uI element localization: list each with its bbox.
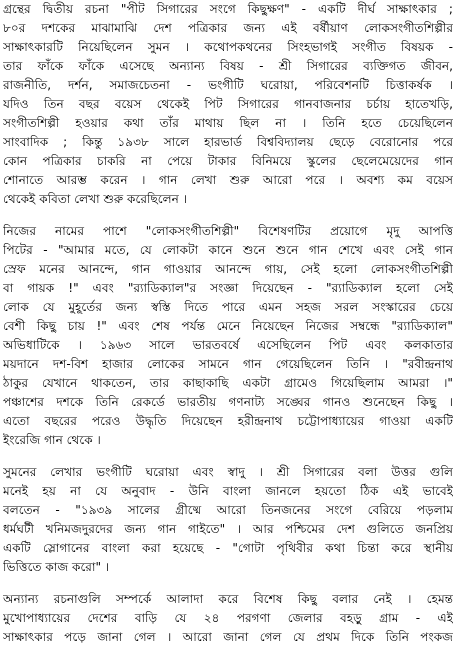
paragraph-2 <box>3 222 453 450</box>
text-line: পিটের - "আমার মতে, যে লোকটা কানে শুনে শুনে গান শেখে এবং সেই গান <box>3 243 453 257</box>
text-line: মনেই হয় না যে অনুবাদ - উনি বাংলা জানলে হয়তো ঠিক এই ভাবেই <box>3 484 453 498</box>
text-line: ভিত্তিতে কাজ করো" । <box>3 560 110 574</box>
text-line: বলতেন - "১৯৩৯ সালের গ্রীষ্মে আরো তিনজনের সংগে বেরিয়ে পড়লাম <box>3 503 453 517</box>
text-line: স্রেফ মনের আনন্দে, গান গাওয়ার আনন্দে গায়, সেই হলো লোকসংগীতশিল্পী <box>3 262 453 276</box>
paragraph-4 <box>3 590 453 647</box>
text-line: লোক যে মুহূর্তের জন্য স্বস্তি দিতে পারে এমন সহজ সরল সংস্কারের চেয়ে <box>3 300 453 314</box>
text-line: রাজনীতি, দর্শন, সমাজচেতনা - ভংগীটি ঘরোয়া, পরিবেশনটি চিত্তাকর্ষক । <box>3 78 453 92</box>
text-line: বা গায়ক !" এবং "র‍্যাডিক্যাল"র সংজ্ঞা দিয়েছেন - "র‍্যাডিক্যাল হলো সেই <box>3 281 453 295</box>
text-line: সাক্ষাৎকার পড়ে জানা গেল । আরো জানা গেল যে প্রথম দিকে তিনি পংকজ <box>3 630 453 644</box>
text-line: ইংরেজি গান থেকে । <box>3 433 101 447</box>
text-line: অন্যান্য রচনাগুলি সম্পর্কে আলাদা করে বিশেষ কিছু বলার নেই । হেমন্ত <box>3 592 453 606</box>
text-line: পঞ্চাশের দশকে তিনি রেকর্ডে ভারতীয় গণনাট্য সঙ্ঘের গানও শুনেছেন কিছু । <box>3 395 453 409</box>
text-line: ধর্মঘটী খনিমজদুরদের জন্য গান গাইতে" । আর পশ্চিমের দেশ গুলিতে জনপ্রিয় <box>3 522 453 536</box>
text-line: থেকেই কবিতা লেখা শুরু করেছিলেন । <box>3 192 188 206</box>
text-line: ঠাকুর যেখানে থাকতেন, তার কাছাকাছি একটা গ্রামেও গিয়েছিলাম আমরা ।" <box>3 376 453 390</box>
text-line: অভিধাটিকে । ১৯৬৩ সালে ভারতবর্ষে এসেছিলেন পিট এবং কলকাতার <box>3 338 453 352</box>
text-line: নিজের নামের পাশে "লোকসংগীতশিল্পী" বিশেষণটির প্রয়োগে মৃদু আপত্তি <box>3 224 453 238</box>
text-line: এতো বছরের পরেও উদ্ধৃতি দিয়েছেন হরীন্দ্রনাথ চট্টোপাধ্যায়ের গাওয়া একটি <box>3 414 453 428</box>
text-line: একটি স্লোগানের বাংলা করা হয়েছে - "গোটা পৃথিবীর কথা চিন্তা করে স্থানীয় <box>3 541 453 555</box>
text-line: ৮০র দশকের মাঝামাঝি দেশ পত্রিকার জন্য এই বর্ষীয়াণ লোকসংগীতশিল্পীর <box>3 21 453 35</box>
paragraph-3 <box>3 463 453 577</box>
text-line: সুমনের লেখার ভংগীটি ঘরোয়া এবং স্বাদু । শ্রী সিগারের বলা উত্তর গুলি <box>3 465 453 479</box>
text-line: যদিও তিন বছর বয়েস থেকেই পিট সিগারের গানবাজনার চর্চায় হাতেখড়ি, <box>3 97 453 111</box>
text-line: তার ফাঁকে ফাঁকে এসেছে অন্যান্য বিষয় - শ্রী সিগারের ব্যক্তিগত জীবন, <box>3 59 453 73</box>
text-line: কোন পত্রিকার চাকরি না পেয়ে টাকার বিনিময়ে স্কুলের ছেলেমেয়েদের গান <box>3 154 453 168</box>
article-page <box>3 0 453 647</box>
text-line: সংগীতশিল্পী হওয়ার কথা তাঁর মাথায় ছিল না । তিনি হতে চেয়েছিলেন <box>3 116 453 130</box>
text-line: গ্রন্থের দ্বিতীয় রচনা "পীট সিগারের সংগে কিছুক্ষণ" - একটি দীর্ঘ সাক্ষাৎকার ; <box>3 2 453 16</box>
text-line: মুখোপাধ্যায়ের দেশের বাড়ি যে ২৪ পরগণা জেলার বহড়ু গ্রাম - এই <box>3 611 453 625</box>
paragraph-gap <box>3 450 453 463</box>
text-line: সাংবাদিক ; কিন্তু ১৯৩৮ সালে হারভার্ড বিশ্ববিদ্যালয় ছেড়ে বেরোনোর পরে <box>3 135 453 149</box>
text-line: ময়দানে দশ-বিশ হাজার লোকের সামনে গান গেয়েছিলেন তিনি । "রবীন্দ্রনাথ <box>3 357 453 371</box>
text-line: বেশী কিছু চায় !" এবং শেষ পর্যন্ত মেনে নিয়েছেন নিজের সম্বন্ধে "র‍্যাডিক্যাল" <box>3 319 453 333</box>
paragraph-gap <box>3 209 453 222</box>
paragraph-1 <box>3 0 453 209</box>
text-line: সাক্ষাৎকারটি নিয়েছিলেন সুমন । কথোপকথনের সিংহভাগই সংগীত বিষয়ক - <box>3 40 453 54</box>
text-line: শোনাতে আরম্ভ করেন । গান লেখা শুরু আরো পরে । অবশ্য কম বয়েস <box>3 173 453 187</box>
paragraph-gap <box>3 577 453 590</box>
